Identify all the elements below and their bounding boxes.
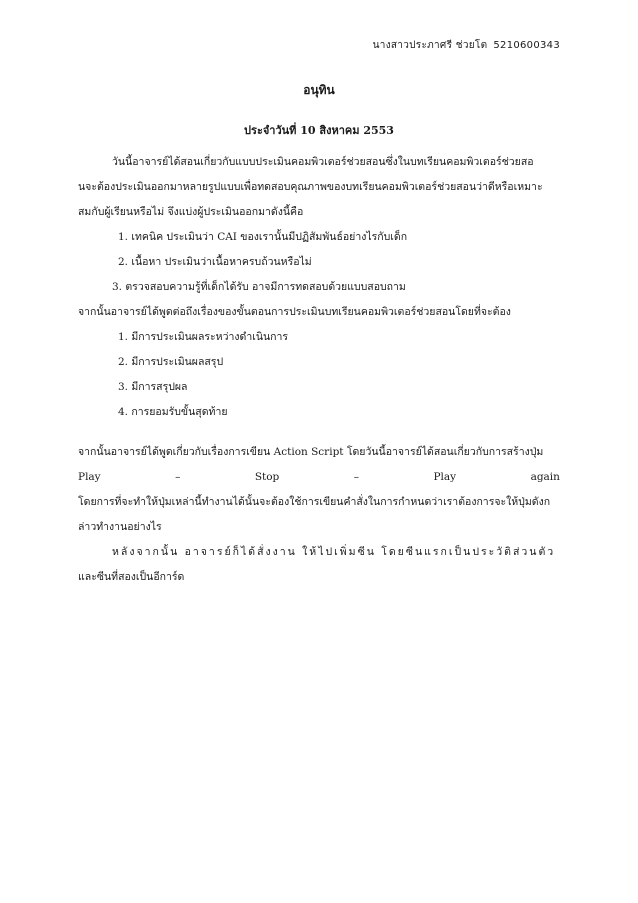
author-header bbox=[367, 38, 560, 53]
list-item: 2. เนื้อหา ประเมินว่าเนื้อหาครบถ้วนหรือไม่ bbox=[118, 256, 312, 268]
list-item: 1. มีการประเมินผลระหว่างดำเนินการ bbox=[118, 331, 289, 343]
list-item: 2. มีการประเมินผลสรุป bbox=[118, 356, 224, 368]
page-date: ประจำวันที่ 10 สิงหาคม 2553 bbox=[244, 124, 394, 137]
author-name: นางสาวประภาศรี ช่วยโต bbox=[372, 40, 488, 51]
student-id: 5210600343 bbox=[493, 40, 560, 51]
paragraph-line: วันนี้อาจารย์ได้สอนเกี่ยวกับแบบประเมินคอมพิวเตอร์ช่วยสอนซึ่งในบทเรียนคอมพิวเตอร์ช่วยสอ bbox=[112, 156, 534, 168]
paragraph-line: โดยการที่จะทำให้ปุ่มเหล่านี้ทำงานได้นั้นจะต้องใช้การเขียนคำสั่งในการกำหนดว่าเราต้องการจะให้ปุ่มดังก bbox=[78, 496, 551, 508]
word: again bbox=[530, 471, 560, 483]
paragraph-line: จากนั้นอาจารย์ได้พูดเกี่ยวกับเรื่องการเขียน Action Script โดยวันนี้อาจารย์ได้สอนเกี่ยวกับการสร้างปุ่ม bbox=[78, 446, 544, 458]
paragraph-line: นจะต้องประเมินออกมาหลายรูปแบบเพื่อทดสอบคุณภาพของบทเรียนคอมพิวเตอร์ช่วยสอนว่าดีหรือเหมาะ bbox=[78, 181, 543, 193]
word: Stop bbox=[254, 471, 280, 483]
paragraph-line: จากนั้นอาจารย์ได้พูดต่อถึงเรื่องของขั้นตอนการประเมินบทเรียนคอมพิวเตอร์ช่วยสอนโดยที่จะต้อง bbox=[78, 306, 511, 318]
word: – bbox=[175, 471, 181, 483]
paragraph-line: และซีนที่สองเป็นอีการ์ด bbox=[78, 571, 185, 583]
list-item: 3. มีการสรุปผล bbox=[118, 381, 188, 393]
page-title: อนุทิน bbox=[303, 83, 335, 97]
paragraph-line: หลังจากนั้น อาจารย์ก็ได้สั่งงาน ให้ไปเพิ่มซีน โดยซีนแรกเป็นประวัติส่วนตัว bbox=[112, 546, 556, 558]
paragraph-line: ล่าวทำงานอย่างไร bbox=[78, 521, 162, 533]
word: Play bbox=[78, 471, 101, 483]
word: Play bbox=[433, 471, 457, 483]
word: – bbox=[353, 471, 359, 483]
list-item: 3. ตรวจสอบความรู้ที่เด็กได้รับ อาจมีการทดสอบด้วยแบบสอบถาม bbox=[112, 281, 406, 293]
paragraph-line: สมกับผู้เรียนหรือไม่ จึงแบ่งผู้ประเมินออกมาดังนี้คือ bbox=[78, 206, 304, 218]
list-item: 4. การยอมรับขั้นสุดท้าย bbox=[118, 406, 228, 418]
list-item: 1. เทคนิค ประเมินว่า CAI ของเรานั้นมีปฏิสัมพันธ์อย่างไรกับเด็ก bbox=[118, 231, 408, 243]
document-body bbox=[78, 150, 560, 590]
paragraph-line-justified bbox=[78, 465, 560, 490]
